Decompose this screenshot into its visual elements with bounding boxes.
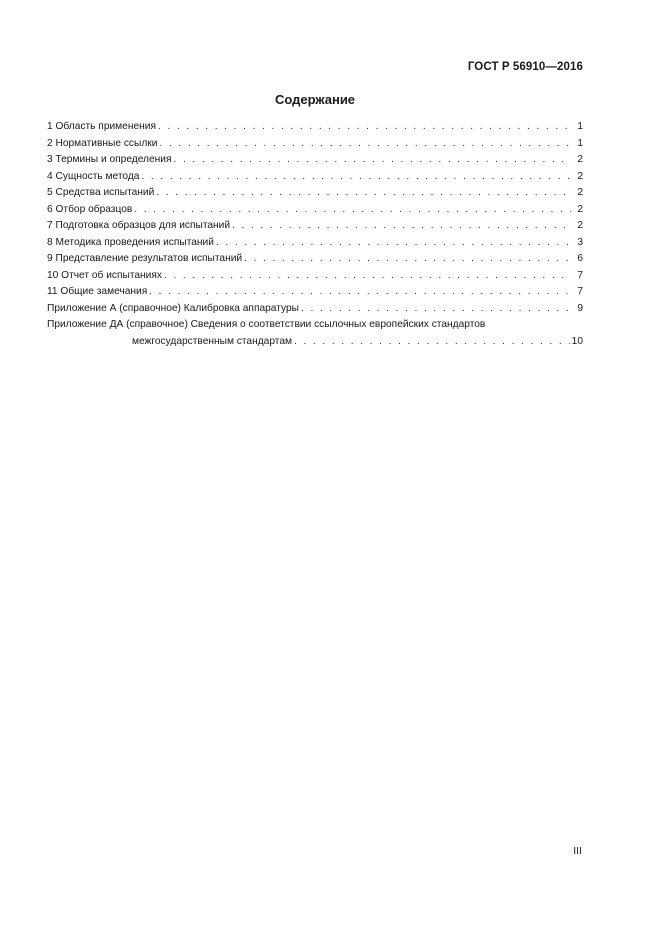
toc-leader-dots (134, 202, 571, 219)
toc-entry-label: 6 Отбор образцов (47, 203, 133, 215)
toc-leader-dots (216, 235, 571, 252)
toc-leader-dots (294, 334, 570, 351)
toc-entry[interactable] (47, 235, 583, 252)
toc-entry-page: 3 (577, 236, 583, 248)
toc-entry[interactable] (47, 136, 583, 153)
toc-leader-dots (158, 119, 571, 136)
toc-entry[interactable] (47, 202, 583, 219)
toc-entry-label: 5 Средства испытаний (47, 187, 155, 198)
toc-entry-appendix-da-first-line[interactable]: Приложение ДА (справочное) Сведения о соответствии ссылочных европейских стандартов (47, 319, 486, 330)
toc-leader-dots (164, 268, 571, 285)
toc-leader-dots (244, 251, 571, 268)
toc-entry[interactable] (47, 152, 583, 169)
toc-entry[interactable] (47, 268, 583, 285)
toc-leader-dots (173, 152, 571, 169)
toc-entry-page: 1 (577, 121, 583, 132)
toc-entry[interactable] (47, 301, 583, 318)
toc-entry-page: 7 (577, 286, 583, 297)
toc-entry[interactable] (47, 169, 583, 186)
toc-entry-page: 7 (577, 269, 583, 281)
toc-entry-page: 6 (577, 253, 583, 264)
toc-entry[interactable] (47, 334, 583, 351)
toc-entry[interactable] (47, 218, 583, 235)
toc-leader-dots (301, 301, 571, 318)
toc-entry-label: Приложение А (справочное) Калибровка аппаратуры (47, 302, 299, 314)
toc-entry-page: 2 (577, 170, 583, 182)
toc-entry-label: 3 Термины и определения (47, 154, 172, 165)
toc-entry-page: 2 (577, 187, 583, 198)
toc-entry-label: 4 Сущность метода (47, 170, 140, 182)
toc-entry[interactable] (47, 251, 583, 268)
toc-leader-dots (232, 218, 571, 235)
toc-entry-label: 1 Область применения (47, 121, 156, 132)
toc-entry-label: 2 Нормативные ссылки (47, 137, 158, 149)
toc-entry-label: 8 Методика проведения испытаний (47, 236, 214, 248)
toc-title: Содержание (274, 92, 356, 107)
toc-entry-label: 10 Отчет об испытаниях (47, 269, 162, 281)
toc-entry[interactable] (47, 119, 583, 136)
toc-leader-dots (159, 136, 571, 153)
document-code: ГОСТ Р 56910—2016 (467, 61, 583, 73)
toc-entry-page: 2 (577, 220, 583, 231)
toc-entry-label: 7 Подготовка образцов для испытаний (47, 220, 231, 231)
page-folio: III (573, 845, 582, 857)
toc-entry-page: 9 (577, 302, 583, 314)
toc-leader-dots (149, 284, 571, 301)
toc-entry[interactable] (47, 185, 583, 202)
toc-entry-label: 9 Представление результатов испытаний (47, 253, 243, 264)
toc-leader-dots (156, 185, 571, 202)
toc-entry-page: 2 (577, 154, 583, 165)
toc-entry-page: 2 (577, 203, 583, 215)
toc-leader-dots (141, 169, 571, 186)
table-of-contents (47, 119, 583, 350)
toc-entry-label: межгосударственным стандартам (132, 335, 292, 347)
toc-entry-label: 11 Общие замечания (47, 286, 148, 297)
toc-entry-page: 1 (577, 137, 583, 149)
toc-entry[interactable] (47, 284, 583, 301)
toc-entry-page: 10 (571, 335, 583, 347)
